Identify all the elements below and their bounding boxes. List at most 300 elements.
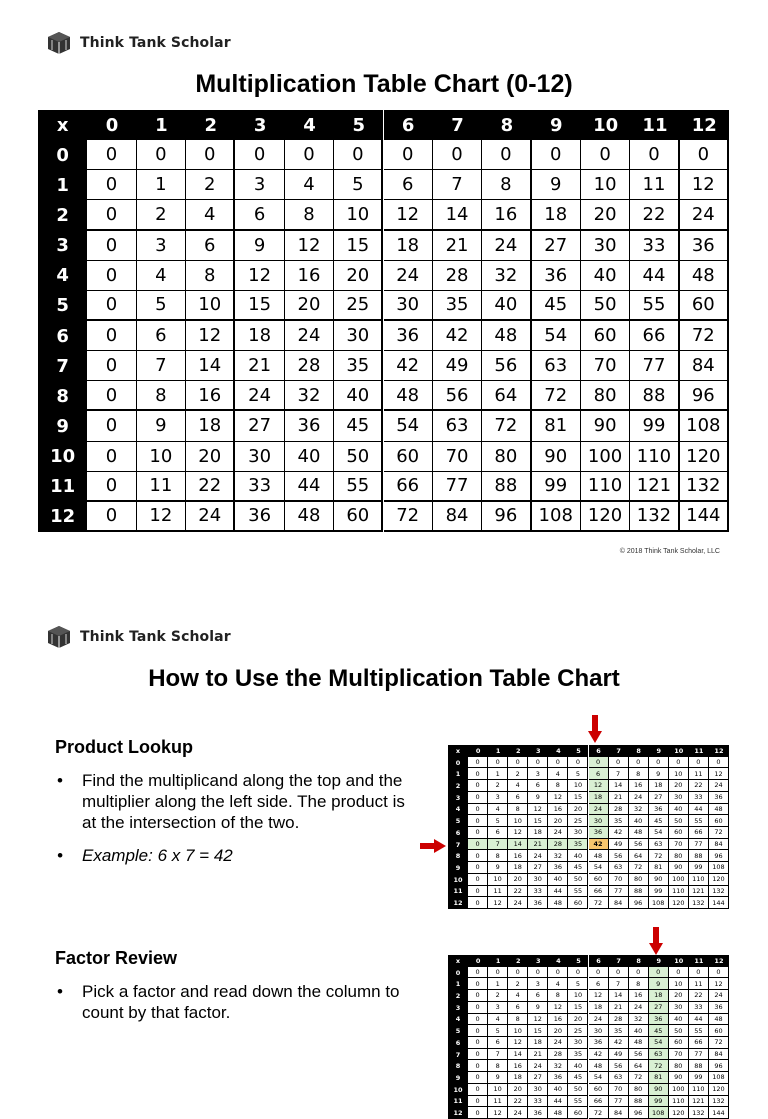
row-header: 9	[38, 411, 87, 441]
table-cell: 80	[581, 381, 630, 411]
table-cell: 36	[680, 231, 729, 261]
list-item: • Find the multiplicand along the top and the multiplier along the left side. The product is at the intersection of the two.	[57, 770, 407, 833]
row-header: 0	[38, 140, 87, 170]
table-cell: 84	[433, 502, 482, 532]
table-cell: 80	[629, 874, 649, 886]
column-header: 3	[528, 745, 548, 757]
table-cell: 100	[581, 442, 630, 472]
table-cell: 0	[87, 381, 136, 411]
table-cell: 35	[568, 1049, 588, 1061]
table-cell: 121	[689, 1096, 709, 1108]
table-cell: 0	[581, 140, 630, 170]
table-cell: 99	[649, 1096, 669, 1108]
table-cell: 80	[669, 1060, 689, 1072]
table-cell: 44	[285, 472, 334, 502]
table-cell: 20	[669, 990, 689, 1002]
table-cell: 30	[528, 1084, 548, 1096]
table-cell: 20	[581, 200, 630, 230]
table-cell: 18	[532, 200, 581, 230]
table-cell: 27	[532, 231, 581, 261]
table-cell: 55	[630, 291, 679, 321]
table-cell: 10	[186, 291, 235, 321]
copyright: © 2018 Think Tank Scholar, LLC	[619, 548, 720, 555]
table-cell: 54	[589, 862, 609, 874]
table-cell: 0	[285, 140, 334, 170]
table-cell: 8	[548, 990, 568, 1002]
factor-review-bullets	[57, 981, 407, 1035]
table-cell: 0	[468, 1025, 488, 1037]
table-cell: 12	[285, 231, 334, 261]
table-cell: 24	[528, 1060, 548, 1072]
table-cell: 7	[609, 978, 629, 990]
table-cell: 84	[609, 1107, 629, 1119]
table-cell: 33	[528, 1096, 548, 1108]
table-cell: 0	[87, 140, 136, 170]
table-cell: 72	[482, 411, 531, 441]
table-cell: 6	[589, 978, 609, 990]
table-cell: 16	[508, 850, 528, 862]
table-cell: 0	[689, 967, 709, 979]
table-cell: 0	[649, 757, 669, 769]
table-cell: 48	[680, 261, 729, 291]
table-cell: 15	[528, 1025, 548, 1037]
table-cell: 96	[709, 850, 729, 862]
table-cell: 132	[689, 897, 709, 909]
table-cell: 84	[709, 839, 729, 851]
row-header: 11	[448, 1096, 468, 1108]
table-cell: 4	[508, 780, 528, 792]
chart-title: Multiplication Table Chart (0-12)	[195, 70, 573, 98]
table-cell: 63	[609, 1072, 629, 1084]
column-header: 12	[680, 110, 729, 140]
table-cell: 50	[581, 291, 630, 321]
table-cell: 72	[532, 381, 581, 411]
table-cell: 11	[488, 886, 508, 898]
table-cell: 32	[548, 850, 568, 862]
table-cell: 25	[568, 815, 588, 827]
table-cell: 6	[589, 768, 609, 780]
row-header: 1	[448, 978, 468, 990]
table-cell: 40	[669, 1014, 689, 1026]
table-cell: 108	[649, 897, 669, 909]
table-cell: 21	[433, 231, 482, 261]
table-cell: 16	[629, 990, 649, 1002]
table-cell: 24	[285, 321, 334, 351]
table-cell: 44	[548, 886, 568, 898]
table-cell: 30	[235, 442, 284, 472]
table-cell: 40	[568, 850, 588, 862]
table-cell: 77	[433, 472, 482, 502]
table-cell: 0	[629, 757, 649, 769]
table-cell: 3	[528, 978, 548, 990]
table-cell: 6	[235, 200, 284, 230]
table-cell: 48	[548, 897, 568, 909]
table-cell: 56	[629, 839, 649, 851]
column-header: 2	[186, 110, 235, 140]
table-cell: 70	[609, 1084, 629, 1096]
table-cell: 88	[629, 1096, 649, 1108]
table-cell: 63	[433, 411, 482, 441]
cube-logo-icon	[46, 30, 72, 56]
page2-title: How to Use the Multiplication Table Chart	[148, 665, 620, 692]
table-cell: 36	[235, 502, 284, 532]
table-cell: 63	[609, 862, 629, 874]
table-cell: 28	[433, 261, 482, 291]
table-cell: 24	[680, 200, 729, 230]
table-cell: 66	[630, 321, 679, 351]
table-cell: 9	[532, 170, 581, 200]
table-cell: 10	[508, 815, 528, 827]
table-cell: 2	[186, 170, 235, 200]
table-cell: 36	[649, 804, 669, 816]
cube-logo-icon	[46, 624, 72, 650]
table-cell: 60	[589, 874, 609, 886]
table-cell: 56	[609, 850, 629, 862]
table-cell: 40	[629, 1025, 649, 1037]
column-header: 11	[630, 110, 679, 140]
table-cell: 30	[568, 1037, 588, 1049]
table-cell: 108	[649, 1107, 669, 1119]
table-cell: 12	[384, 200, 433, 230]
row-header: 6	[448, 827, 468, 839]
table-cell: 60	[709, 1025, 729, 1037]
row-header: 1	[38, 170, 87, 200]
table-cell: 56	[629, 1049, 649, 1061]
table-cell: 11	[137, 472, 186, 502]
table-cell: 121	[689, 886, 709, 898]
table-cell: 10	[488, 874, 508, 886]
table-cell: 40	[581, 261, 630, 291]
table-cell: 66	[589, 1096, 609, 1108]
table-cell: 33	[689, 1002, 709, 1014]
table-cell: 0	[468, 792, 488, 804]
row-header: 7	[448, 1049, 468, 1061]
table-cell: 8	[508, 804, 528, 816]
table-cell: 0	[669, 967, 689, 979]
table-cell: 0	[689, 757, 709, 769]
product-lookup-bullets	[57, 770, 407, 878]
table-cell: 63	[649, 1049, 669, 1061]
table-cell: 0	[589, 967, 609, 979]
table-cell: 132	[630, 502, 679, 532]
table-cell: 45	[649, 1025, 669, 1037]
table-cell: 27	[528, 1072, 548, 1084]
table-cell: 42	[589, 1049, 609, 1061]
table-cell: 27	[649, 792, 669, 804]
table-cell: 81	[649, 862, 669, 874]
table-cell: 16	[548, 804, 568, 816]
table-cell: 100	[669, 874, 689, 886]
column-header: 6	[589, 745, 609, 757]
table-cell: 24	[508, 1107, 528, 1119]
table-cell: 72	[589, 1107, 609, 1119]
column-header: 1	[137, 110, 186, 140]
table-cell: 0	[87, 351, 136, 381]
table-cell: 0	[87, 261, 136, 291]
table-cell: 8	[508, 1014, 528, 1026]
table-cell: 72	[589, 897, 609, 909]
table-cell: 120	[669, 1107, 689, 1119]
table-cell: 2	[137, 200, 186, 230]
table-cell: 32	[629, 1014, 649, 1026]
column-header: 6	[384, 110, 433, 140]
table-cell: 77	[689, 839, 709, 851]
table-cell: 21	[528, 1049, 548, 1061]
table-cell: 60	[568, 1107, 588, 1119]
table-cell: 6	[528, 990, 548, 1002]
table-cell: 72	[629, 862, 649, 874]
table-cell: 9	[488, 862, 508, 874]
table-cell: 0	[468, 1072, 488, 1084]
table-cell: 18	[589, 792, 609, 804]
table-cell: 9	[528, 792, 548, 804]
table-cell: 45	[568, 862, 588, 874]
table-cell: 80	[482, 442, 531, 472]
table-cell: 15	[568, 1002, 588, 1014]
arrow-down-icon	[588, 715, 602, 743]
table-cell: 44	[689, 804, 709, 816]
table-cell: 0	[548, 967, 568, 979]
table-cell: 0	[609, 757, 629, 769]
brand-name-page2: Think Tank Scholar	[80, 629, 231, 645]
table-cell: 0	[468, 1037, 488, 1049]
table-cell: 0	[468, 1084, 488, 1096]
table-cell: 21	[609, 792, 629, 804]
table-cell: 15	[528, 815, 548, 827]
table-cell: 0	[508, 967, 528, 979]
table-cell: 60	[709, 815, 729, 827]
table-cell: 15	[334, 231, 383, 261]
table-cell: 33	[630, 231, 679, 261]
table-cell: 90	[581, 411, 630, 441]
table-cell: 88	[689, 850, 709, 862]
table-cell: 54	[384, 411, 433, 441]
table-cell: 30	[334, 321, 383, 351]
table-cell: 1	[488, 768, 508, 780]
table-cell: 12	[235, 261, 284, 291]
table-cell: 0	[137, 140, 186, 170]
table-cell: 50	[568, 1084, 588, 1096]
table-cell: 12	[589, 990, 609, 1002]
table-cell: 4	[285, 170, 334, 200]
table-cell: 9	[235, 231, 284, 261]
table-cell: 7	[488, 1049, 508, 1061]
table-cell: 88	[482, 472, 531, 502]
table-cell: 24	[629, 1002, 649, 1014]
multiplication-table	[38, 110, 729, 532]
table-cell: 30	[669, 1002, 689, 1014]
table-cell: 0	[468, 862, 488, 874]
table-cell: 12	[508, 827, 528, 839]
table-corner: x	[38, 110, 87, 140]
table-cell: 10	[508, 1025, 528, 1037]
table-cell: 120	[669, 897, 689, 909]
table-cell: 110	[630, 442, 679, 472]
table-cell: 10	[669, 978, 689, 990]
table-cell: 0	[488, 967, 508, 979]
table-cell: 14	[433, 200, 482, 230]
table-cell: 12	[680, 170, 729, 200]
table-cell: 22	[630, 200, 679, 230]
table-cell: 30	[669, 792, 689, 804]
table-cell: 25	[568, 1025, 588, 1037]
table-cell: 0	[709, 967, 729, 979]
table-cell: 0	[468, 1096, 488, 1108]
table-cell: 24	[186, 502, 235, 532]
table-cell: 24	[709, 780, 729, 792]
table-cell: 20	[186, 442, 235, 472]
table-cell: 0	[468, 827, 488, 839]
table-cell: 0	[468, 768, 488, 780]
table-cell: 0	[468, 804, 488, 816]
table-cell: 0	[87, 170, 136, 200]
table-cell: 20	[568, 804, 588, 816]
row-header: 10	[448, 874, 468, 886]
table-cell: 2	[488, 780, 508, 792]
table-cell: 0	[384, 140, 433, 170]
table-cell: 0	[609, 967, 629, 979]
table-cell: 0	[468, 780, 488, 792]
table-cell: 8	[488, 850, 508, 862]
table-cell: 24	[548, 1037, 568, 1049]
table-cell: 36	[528, 897, 548, 909]
table-cell: 14	[508, 839, 528, 851]
table-cell: 0	[468, 978, 488, 990]
table-cell: 72	[649, 1060, 669, 1072]
table-cell: 10	[488, 1084, 508, 1096]
table-cell: 96	[482, 502, 531, 532]
table-cell: 6	[384, 170, 433, 200]
row-header: 2	[448, 780, 468, 792]
table-cell: 48	[589, 1060, 609, 1072]
table-cell: 3	[235, 170, 284, 200]
table-cell: 20	[548, 1025, 568, 1037]
table-cell: 36	[709, 1002, 729, 1014]
mini-table-factor-review	[448, 955, 729, 1119]
table-cell: 8	[285, 200, 334, 230]
table-cell: 30	[384, 291, 433, 321]
table-cell: 132	[709, 1096, 729, 1108]
table-cell: 120	[709, 1084, 729, 1096]
table-cell: 56	[609, 1060, 629, 1072]
column-header: 4	[548, 745, 568, 757]
table-cell: 27	[649, 1002, 669, 1014]
table-cell: 45	[649, 815, 669, 827]
table-cell: 70	[433, 442, 482, 472]
table-cell: 20	[548, 815, 568, 827]
table-cell: 12	[508, 1037, 528, 1049]
table-cell: 8	[137, 381, 186, 411]
table-cell: 0	[649, 967, 669, 979]
table-cell: 7	[488, 839, 508, 851]
table-cell: 96	[680, 381, 729, 411]
column-header: 8	[629, 745, 649, 757]
column-header: 12	[709, 955, 729, 967]
table-cell: 20	[508, 874, 528, 886]
table-cell: 132	[709, 886, 729, 898]
table-cell: 18	[589, 1002, 609, 1014]
table-cell: 6	[488, 827, 508, 839]
table-cell: 64	[629, 1060, 649, 1072]
table-cell: 121	[630, 472, 679, 502]
table-cell: 35	[609, 815, 629, 827]
row-header: 12	[38, 502, 87, 532]
table-cell: 24	[482, 231, 531, 261]
table-cell: 0	[186, 140, 235, 170]
table-cell: 24	[235, 381, 284, 411]
table-cell: 40	[285, 442, 334, 472]
table-cell: 108	[709, 1072, 729, 1084]
table-cell: 8	[629, 768, 649, 780]
table-cell: 45	[532, 291, 581, 321]
row-header: 11	[448, 886, 468, 898]
column-header: 10	[581, 110, 630, 140]
table-cell: 144	[680, 502, 729, 532]
table-cell: 16	[508, 1060, 528, 1072]
table-cell: 0	[468, 1107, 488, 1119]
table-cell: 36	[285, 411, 334, 441]
table-cell: 3	[488, 792, 508, 804]
row-header: 4	[38, 261, 87, 291]
table-cell: 22	[508, 886, 528, 898]
table-cell: 0	[87, 472, 136, 502]
table-cell: 28	[548, 1049, 568, 1061]
table-cell: 60	[581, 321, 630, 351]
table-cell: 54	[649, 827, 669, 839]
table-cell: 15	[568, 792, 588, 804]
table-cell: 120	[680, 442, 729, 472]
column-header: 10	[669, 955, 689, 967]
table-cell: 16	[186, 381, 235, 411]
row-header: 2	[38, 200, 87, 230]
table-cell: 40	[548, 1084, 568, 1096]
table-cell: 90	[532, 442, 581, 472]
table-cell: 77	[609, 1096, 629, 1108]
table-cell: 36	[532, 261, 581, 291]
table-cell: 42	[609, 1037, 629, 1049]
column-header: 6	[589, 955, 609, 967]
row-header: 5	[448, 1025, 468, 1037]
table-cell: 96	[629, 897, 649, 909]
row-header: 2	[448, 990, 468, 1002]
table-cell: 24	[508, 897, 528, 909]
table-cell: 84	[680, 351, 729, 381]
column-header: 8	[482, 110, 531, 140]
table-cell: 24	[548, 827, 568, 839]
table-cell: 2	[508, 768, 528, 780]
table-cell: 12	[488, 897, 508, 909]
table-cell: 0	[589, 757, 609, 769]
column-header: 4	[285, 110, 334, 140]
table-cell: 22	[689, 990, 709, 1002]
table-cell: 110	[581, 472, 630, 502]
table-cell: 0	[468, 1060, 488, 1072]
table-cell: 0	[468, 874, 488, 886]
table-cell: 14	[508, 1049, 528, 1061]
column-header: 7	[433, 110, 482, 140]
table-cell: 16	[629, 780, 649, 792]
table-cell: 18	[649, 990, 669, 1002]
table-cell: 10	[669, 768, 689, 780]
table-cell: 12	[528, 804, 548, 816]
column-header: 2	[508, 745, 528, 757]
table-cell: 36	[528, 1107, 548, 1119]
mini-table-product-lookup	[448, 745, 729, 909]
table-cell: 49	[433, 351, 482, 381]
brand-header-page2	[46, 624, 231, 650]
table-cell: 3	[528, 768, 548, 780]
table-cell: 35	[609, 1025, 629, 1037]
